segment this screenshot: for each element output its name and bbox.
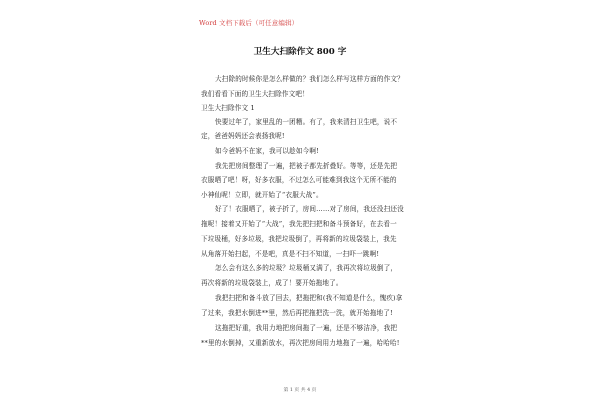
paragraph-line: 下垃圾桶，好多垃圾，我把垃圾倒了，再将新的垃圾袋装上，我先 [201,235,397,243]
paragraph-line: **里的水倒掉，又重新放水，再次把房间用力地拖了一遍，哈哈哈! [201,339,400,347]
paragraph-line: 如今爸妈不在家，我可以趁如今啊! [215,147,319,155]
paragraph-line: 怎么会有这么多的垃圾？垃圾桶又满了，我再次将垃圾倒了， [215,264,398,272]
download-watermark: Word 文档下载后（可任意编辑） [199,19,299,27]
paragraph-line: 拖呢！接着又开始了“大战”，我先把扫把和备斗预备好，在去看一 [201,220,397,228]
paragraph-line: 这拖把好重，我用力地把房间拖了一遍，还是不够洁净，我把 [215,324,398,332]
paragraph-line: 快要过年了，家里乱的一团糟。有了，我来清扫卫生吧，说不 [215,118,398,126]
section-heading: 卫生大扫除作文 1 [201,104,255,112]
paragraph-line: 了过来，我把水倒进**里，然后再把拖把洗一洗，就开始拖地了! [201,309,393,317]
paragraph-line: 小神仙呢！立即，就开始了“衣服大战”。 [201,191,323,199]
paragraph-line: 再次将新的垃圾袋装上，成了！要开始拖地了。 [201,279,343,287]
paragraph-line: 大扫除的时候你是怎么样做的？我们怎么样写这样方面的作文？ [215,75,404,83]
paragraph-line: 好了！衣服晒了，被子折了，房间……对了房间，我还没扫还没 [215,205,404,213]
paragraph-line: 我们看看下面的卫生大扫除作文吧！ [201,90,309,98]
paragraph-line: 从角落开始扫起，不是吧，真是不扫不知道，一扫吓一跳啊! [201,250,380,258]
page-indicator: 第 1 页 共 4 页 [283,388,317,393]
paragraph-line: 我把扫把和备斗放了回去，把拖把和(我不知道是什么，愧疚)拿 [215,294,403,302]
paragraph-line: 定，爸爸妈妈还会表扬我呢! [201,132,285,140]
paragraph-line: 衣服晒了吧！呀，好多衣服，不过怎么可能难到我这个无所不能的 [201,176,397,184]
paragraph-line: 我先把房间整理了一遍，把被子都先折叠好。等等，还是先把 [215,162,398,170]
document-title: 卫生大扫除作文 800 字 [253,47,347,57]
